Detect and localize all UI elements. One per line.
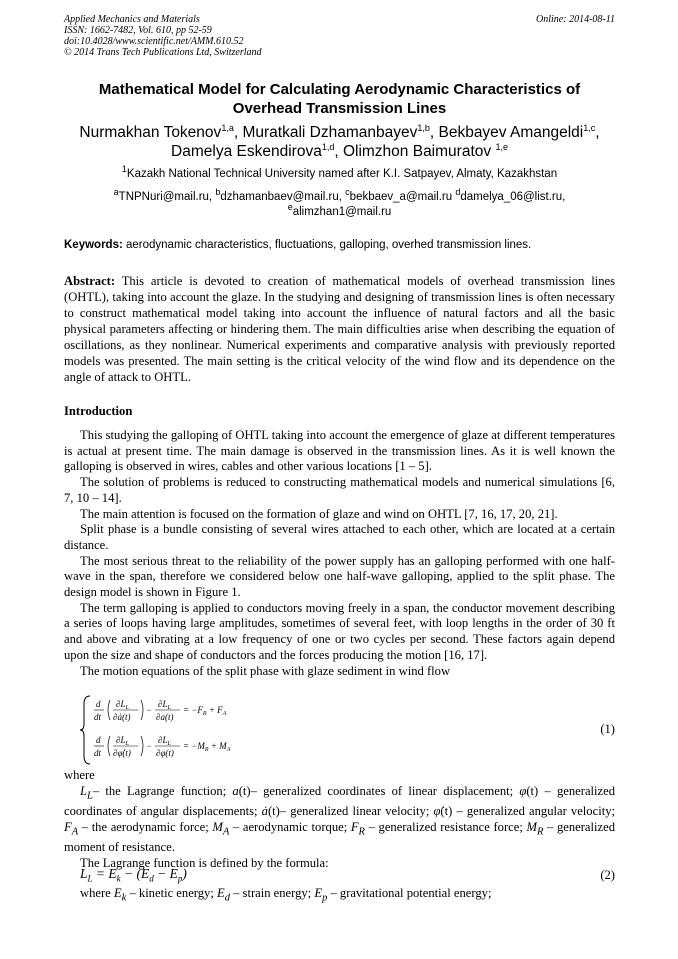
definitions-paragraph: $L_L-$ the Lagrange function; a(t)– generalized coordinates of linear displacement; φ(t) – generalized coordinates of angular displacements; ȧ(t)– generalized linear velocity; φ̇(t) – generalized angular velocity; $F_A$ – the aerodynamic force; $M_A$ – aerodynamic torque; $F_R$ – generalized resistance force; $M_R$ – generalized moment of resistance. bbox=[64, 783, 616, 854]
svg-text:∂LL: $\partial L_L$ bbox=[116, 699, 129, 711]
svg-text:dt: dt bbox=[94, 748, 102, 758]
journal-name: Applied Mechanics and Materials bbox=[64, 14, 200, 25]
keywords-label: Keywords: bbox=[64, 239, 123, 251]
issn-line: ISSN: 1662-7482, Vol. 610, pp 52-59 bbox=[64, 25, 212, 36]
abstract-text: This article is devoted to creation of mathematical models of overhead transmission lines (OHTL), taking into account the glaze. In the studying and designing of transmission lines is often necessary to construct mathematical model taking into account the influence of natural factors and all the basic physical parameters affecting or hindering them. The main difficulties arise when describing the equation of oscillations, as they nonlinear. Numerical experiments and comparative analysis with previously reported models was presented. The main setting is the critical velocity of the wind flow and its dependence on the angle of attack to OHTL. bbox=[64, 274, 616, 384]
paragraph: The motion equations of the split phase with glaze sediment in wind flow bbox=[80, 663, 451, 678]
svg-text:= −MR + MA: = $-M_R + M_A$ bbox=[183, 741, 231, 753]
equation-number: (1) bbox=[600, 722, 615, 736]
paragraph: The main attention is focused on the formation of glaze and wind on OHTL [7, 16, 17, 20, 21]. bbox=[80, 506, 558, 521]
where-word: where bbox=[64, 768, 95, 782]
paragraph: This studying the galloping of OHTL taking into account the emergence of glaze at different temperatures is actual at present time. The main damage is observed in the transmission lines. As it is well known the galloping is observed in wires, cables and other various locations [1 – 5]. bbox=[64, 428, 615, 474]
svg-text:d: d bbox=[96, 699, 101, 709]
section-heading: Introduction bbox=[64, 404, 133, 418]
equation-1 bbox=[80, 694, 615, 766]
introduction-body bbox=[64, 428, 615, 679]
svg-text:d: d bbox=[96, 735, 101, 745]
author-list bbox=[54, 123, 625, 161]
svg-text:∂a(t): ∂a(t) bbox=[156, 712, 174, 722]
paragraph: Split phase is a bundle consisting of several wires attached to each other, which are located at a certain distance. bbox=[64, 522, 615, 552]
svg-text:−: − bbox=[146, 741, 153, 751]
abstract bbox=[64, 273, 615, 385]
online-date: Online: 2014-08-11 bbox=[536, 14, 615, 25]
svg-text:= −FR + FA: = $-F_R + F_A$ bbox=[183, 705, 227, 717]
svg-text:∂ȧ(t): ∂ȧ(t) bbox=[113, 712, 131, 722]
doi-line: doi:10.4028/www.scientific.net/AMM.610.52 bbox=[64, 36, 244, 47]
svg-text:∂LL: $\partial L_L$ bbox=[116, 735, 129, 747]
paragraph: The term galloping is applied to conductors moving freely in a span, the conductor movement describing a series of loops having large amplitudes, sometimes of several feet, with loop lengths in the order of 30 ft and above and vibrating at a low frequency of one or two cycles per second. These factors again depend upon the size and shape of conductors and the forces producing the motion [16, 17]. bbox=[64, 600, 615, 662]
equation-1-system bbox=[80, 694, 280, 766]
svg-text:dt: dt bbox=[94, 712, 102, 722]
email: $^b$dzhamanbaev@mail.ru, bbox=[215, 187, 346, 203]
equation-2-formula: $L_L = E_k - (E_d - E_p)$ bbox=[80, 866, 187, 884]
keywords bbox=[64, 238, 615, 252]
email: $^d$damelya_06@list.ru, bbox=[455, 187, 566, 203]
paragraph: The solution of problems is reduced to constructing mathematical models and numerical simulations [6, 7, 10 – 14]. bbox=[64, 475, 615, 505]
author: Damelya Eskendirova$^{1,d}$, bbox=[171, 141, 343, 160]
paper-title: Mathematical Model for Calculating Aerodynamic Characteristics of Overhead Transmission Lines bbox=[98, 81, 581, 117]
svg-text:∂φ(t): ∂φ(t) bbox=[156, 748, 174, 758]
energy-definitions: where $E_k$ – kinetic energy; $E_d$ – strain energy; $E_p$ – gravitational potential energy; bbox=[80, 886, 492, 904]
email-list bbox=[64, 187, 615, 220]
svg-text:∂LL: $\partial L_L$ bbox=[158, 735, 171, 747]
paragraph: The most serious threat to the reliability of the power supply has an galloping performed with one half-wave in the span, therefore we considered below one half-wave galloping, applied to the split phase. The design model is shown in Figure 1. bbox=[64, 553, 615, 600]
author: Muratkali Dzhamanbayev$^{1,b}$, bbox=[242, 122, 439, 141]
equation-1-row-1 bbox=[94, 699, 227, 722]
svg-text:∂LL: $\partial L_L$ bbox=[158, 699, 171, 711]
copyright-line: © 2014 Trans Tech Publications Ltd, Switzerland bbox=[64, 47, 262, 58]
running-header bbox=[64, 14, 615, 58]
email: $^a$TNPNuri@mail.ru, bbox=[113, 187, 216, 203]
keywords-text: aerodynamic characteristics, fluctuations, galloping, overhed transmission lines. bbox=[126, 239, 532, 251]
affiliation: $^1$Kazakh National Technical University named after K.I. Satpayev, Almaty, Kazakhstan bbox=[121, 164, 558, 180]
author: Olimzhon Baimuratov $^{1,e}$ bbox=[342, 141, 508, 160]
equation-2 bbox=[80, 866, 615, 886]
equation-1-row-2 bbox=[94, 735, 231, 758]
svg-text:∂φ̇(t): ∂φ̇(t) bbox=[113, 748, 131, 758]
email: $^e$alimzhan1@mail.ru bbox=[287, 202, 392, 218]
author: Bekbayev Amangeldi$^{1,c}$, bbox=[438, 122, 600, 141]
svg-text:−: − bbox=[146, 705, 153, 715]
email: $^c$bekbaev_a@mail.ru bbox=[345, 187, 456, 203]
author: Nurmakhan Tokenov$^{1,a}$, bbox=[79, 122, 243, 141]
variable-definitions bbox=[64, 768, 615, 871]
equation-number: (2) bbox=[600, 868, 615, 882]
journal-info bbox=[64, 14, 615, 58]
left-brace bbox=[80, 696, 90, 764]
lagrange-intro: The Lagrange function is defined by the formula: bbox=[80, 855, 329, 870]
abstract-label: Abstract: bbox=[64, 274, 116, 288]
